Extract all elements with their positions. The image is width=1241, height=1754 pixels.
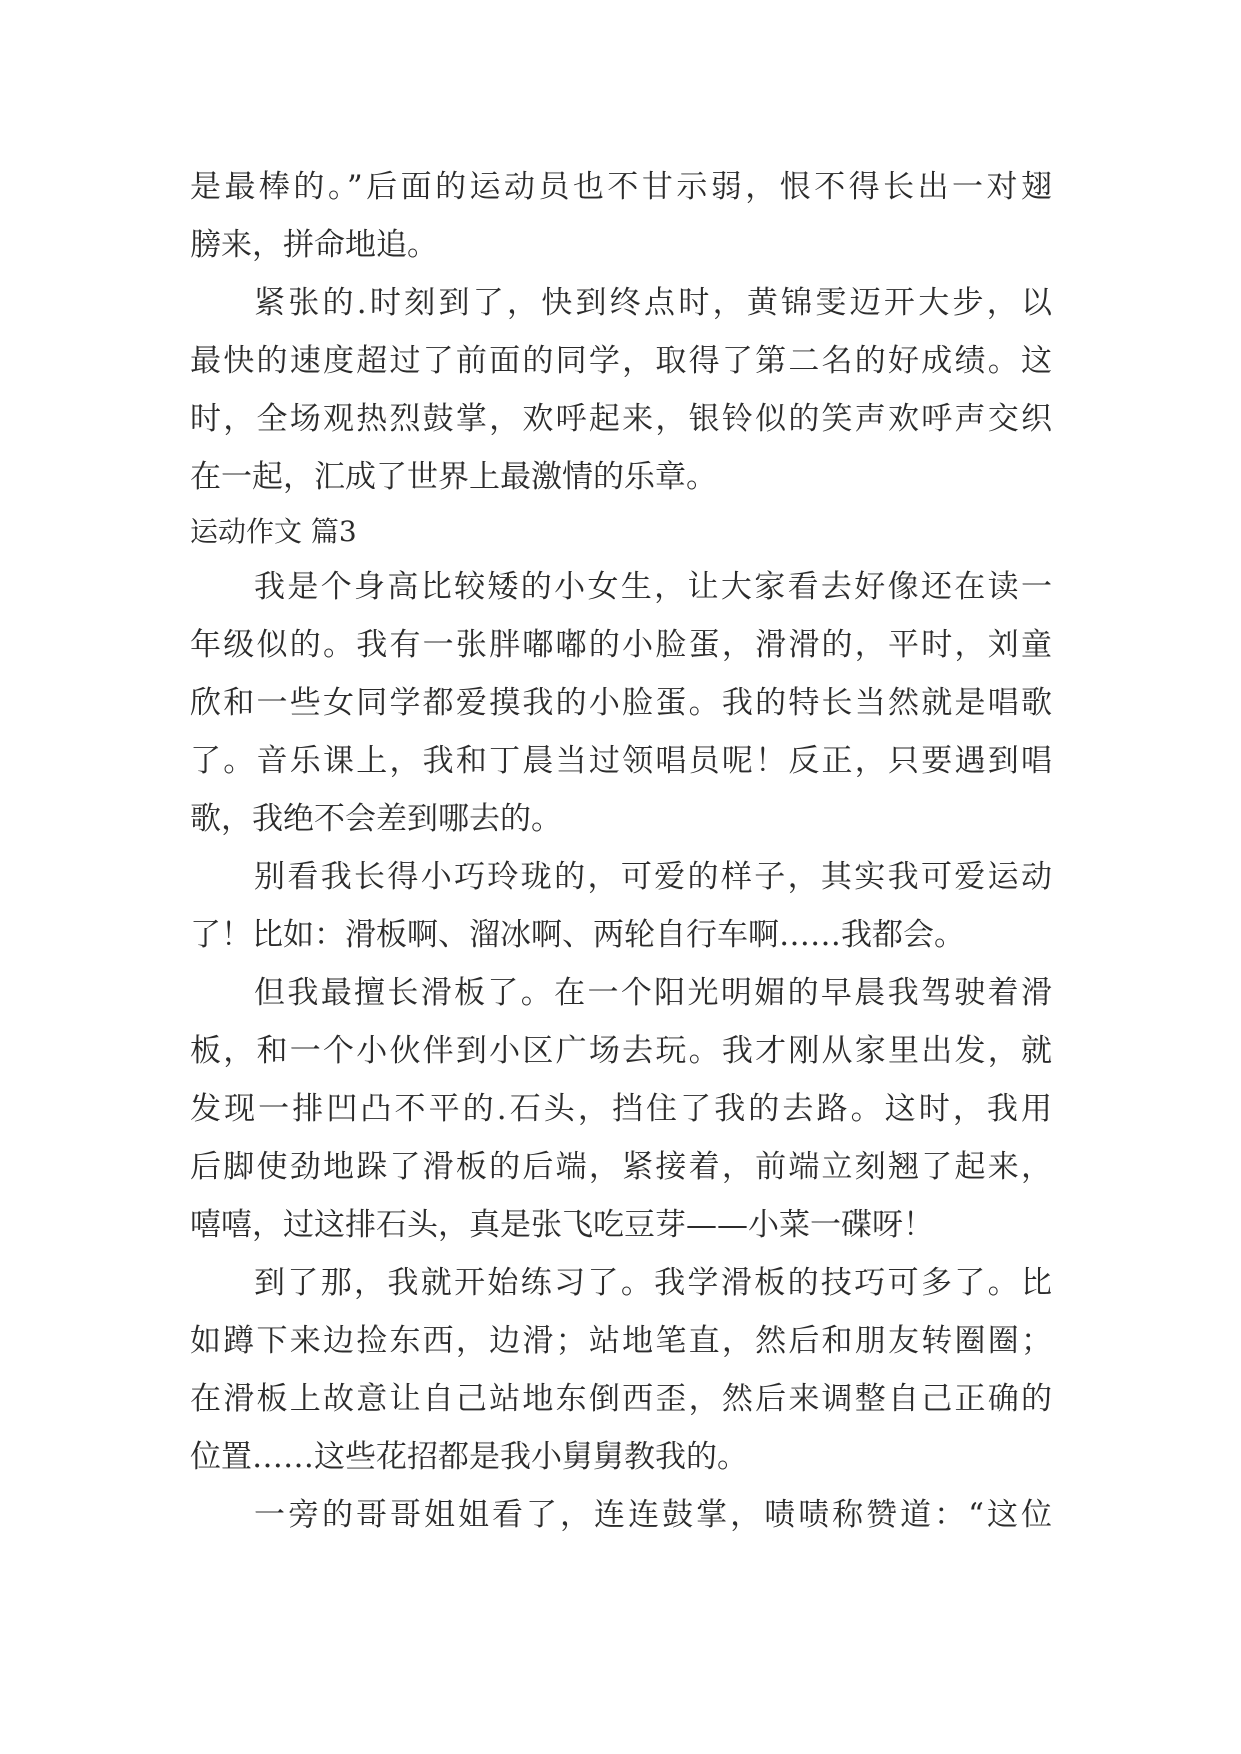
text-line: 在一起，汇成了世界上最激情的乐章。 bbox=[190, 459, 717, 495]
text-line: 了。音乐课上，我和丁晨当过领唱员呢！反正，只要遇到唱 bbox=[190, 743, 1052, 779]
text-line: 在滑板上故意让自己站地东倒西歪，然后来调整自己正确的 bbox=[190, 1381, 1052, 1417]
text-line: 年级似的。我有一张胖嘟嘟的小脸蛋，滑滑的，平时，刘童 bbox=[190, 627, 1052, 663]
text-line: 嘻嘻，过这排石头，真是张飞吃豆芽——小菜一碟呀！ bbox=[190, 1207, 934, 1243]
paragraph-first-line: 但我最擅长滑板了。在一个阳光明媚的早晨我驾驶着滑 bbox=[254, 975, 1052, 1011]
text-line: 后脚使劲地跺了滑板的后端，紧接着，前端立刻翘了起来， bbox=[190, 1149, 1052, 1185]
text-line: 位置……这些花招都是我小舅舅教我的。 bbox=[190, 1439, 748, 1475]
text-line: 时，全场观热烈鼓掌，欢呼起来，银铃似的笑声欢呼声交织 bbox=[190, 401, 1052, 437]
text-line: 最快的速度超过了前面的同学，取得了第二名的好成绩。这 bbox=[190, 343, 1052, 379]
text-line: 如蹲下来边捡东西，边滑；站地笔直，然后和朋友转圈圈； bbox=[190, 1323, 1052, 1359]
text-line: 是最棒的。”后面的运动员也不甘示弱，恨不得长出一对翅 bbox=[190, 169, 1052, 205]
text-line: 发现一排凹凸不平的.石头，挡住了我的去路。这时，我用 bbox=[190, 1091, 1052, 1127]
paragraph-first-line: 到了那，我就开始练习了。我学滑板的技巧可多了。比 bbox=[254, 1265, 1052, 1301]
text-line: 板，和一个小伙伴到小区广场去玩。我才刚从家里出发，就 bbox=[190, 1033, 1052, 1069]
text-line: 了！比如：滑板啊、溜冰啊、两轮自行车啊……我都会。 bbox=[190, 917, 965, 953]
text-line: 歌，我绝不会差到哪去的。 bbox=[190, 801, 562, 837]
text-line: 膀来，拼命地追。 bbox=[190, 227, 438, 263]
document-body bbox=[190, 158, 1052, 1544]
paragraph-first-line: 紧张的.时刻到了，快到终点时，黄锦雯迈开大步，以 bbox=[254, 285, 1052, 321]
paragraph-first-line: 别看我长得小巧玲珑的，可爱的样子，其实我可爱运动 bbox=[254, 859, 1052, 895]
paragraph-first-line: 我是个身高比较矮的小女生，让大家看去好像还在读一 bbox=[254, 569, 1052, 605]
text-line: 欣和一些女同学都爱摸我的小脸蛋。我的特长当然就是唱歌 bbox=[190, 685, 1052, 721]
paragraph-first-line: 一旁的哥哥姐姐看了，连连鼓掌，啧啧称赞道：“这位 bbox=[254, 1497, 1052, 1533]
section-heading: 运动作文 篇3 bbox=[190, 515, 357, 548]
